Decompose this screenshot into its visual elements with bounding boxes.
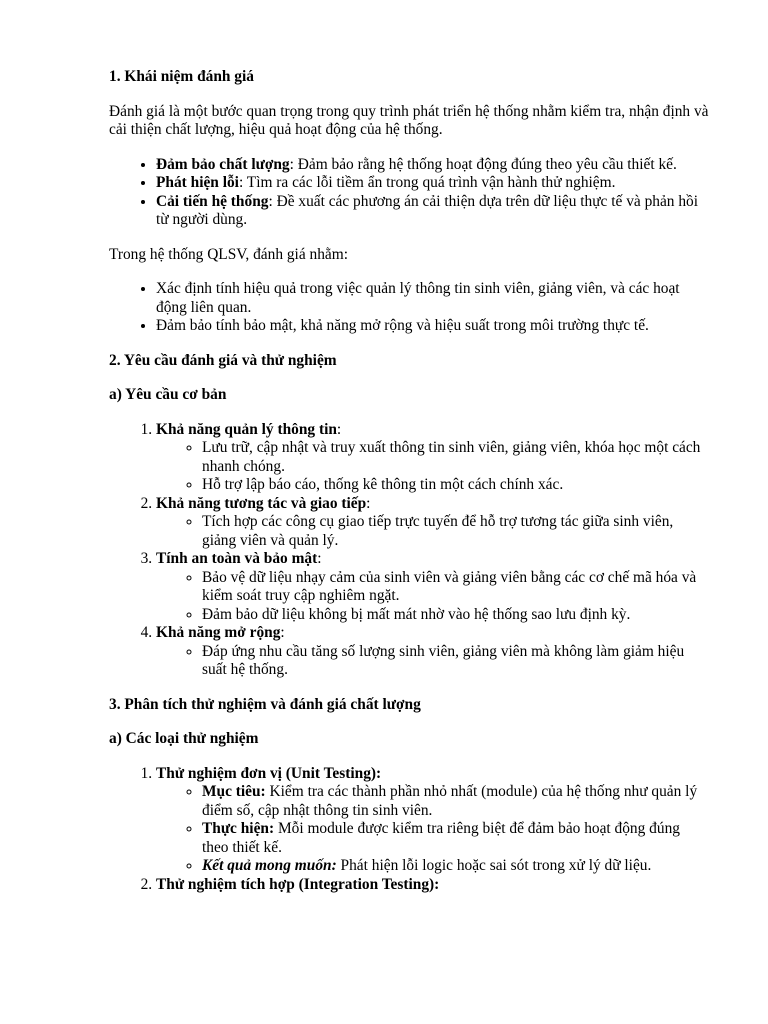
list-item: 1. Thử nghiệm đơn vị (Unit Testing): ◦ Mục tiêu: Kiểm tra các thành phần nhỏ nhất (module) của hệ thống như quản lý điểm số, cập nhật thông tin sinh viên. ◦ Thực hiện: Mỗi module được kiểm tra riêng biệt để đảm bảo hoạt động đúng theo thiết kế. ◦ Kết quả mong muốn: Phát hiện lỗi logic hoặc sai sót trong xử lý dữ liệu. xyxy=(156,765,709,876)
list-item: 1. Khả năng quản lý thông tin: ◦ Lưu trữ, cập nhật và truy xuất thông tin sinh viên, giảng viên, khóa học một cách nhanh chóng. ◦ Hỗ trợ lập báo cáo, thống kê thông tin một cách chính xác. xyxy=(156,421,709,495)
sub-list-item: ◦ Hỗ trợ lập báo cáo, thống kê thông tin một cách chính xác. xyxy=(202,476,709,495)
section-1-heading: 1. Khái niệm đánh giá xyxy=(109,68,254,85)
section-1-intro: Đánh giá là một bước quan trọng trong quy trình phát triển hệ thống nhằm kiểm tra, nhận định và cải thiện chất lượng, hiệu quả hoạt động của hệ thống. xyxy=(109,102,709,138)
list-item: • Đảm bảo chất lượng: Đảm bảo rằng hệ thống hoạt động đúng theo yêu cầu thiết kế. xyxy=(156,156,709,175)
list-item: • Phát hiện lỗi: Tìm ra các lỗi tiềm ẩn trong quá trình vận hành thử nghiệm. xyxy=(156,174,709,193)
document-body xyxy=(109,68,709,894)
testing-types-list xyxy=(109,765,709,895)
sub-list-item: ◦ Tích hợp các công cụ giao tiếp trực tuyến để hỗ trợ tương tác giữa sinh viên, giảng viên và quản lý. xyxy=(202,513,709,550)
requirements-list xyxy=(109,421,709,680)
list-item: 3. Tính an toàn và bảo mật: ◦ Bảo vệ dữ liệu nhạy cảm của sinh viên và giảng viên bằng các cơ chế mã hóa và kiểm soát truy cập nghiêm ngặt. ◦ Đảm bảo dữ liệu không bị mất mát nhờ vào hệ thống sao lưu định kỳ. xyxy=(156,550,709,624)
list-item: 2. Thử nghiệm tích hợp (Integration Testing): xyxy=(156,876,709,895)
qlsv-bullet-list xyxy=(109,280,709,336)
section-1-bullet-list xyxy=(109,156,709,230)
list-item: • Cải tiến hệ thống: Đề xuất các phương án cải thiện dựa trên dữ liệu thực tế và phản hồi từ người dùng. xyxy=(156,193,709,230)
sub-list-item: ◦ Thực hiện: Mỗi module được kiểm tra riêng biệt để đảm bảo hoạt động đúng theo thiết kế. xyxy=(202,820,709,857)
section-2-heading: 2. Yêu cầu đánh giá và thử nghiệm xyxy=(109,351,337,369)
sub-list-item: ◦ Đảm bảo dữ liệu không bị mất mát nhờ vào hệ thống sao lưu định kỳ. xyxy=(202,606,709,625)
sub-list-item: ◦ Đáp ứng nhu cầu tăng số lượng sinh viên, giảng viên mà không làm giảm hiệu suất hệ thống. xyxy=(202,643,709,680)
sub-list-item: ◦ Lưu trữ, cập nhật và truy xuất thông tin sinh viên, giảng viên, khóa học một cách nhanh chóng. xyxy=(202,439,709,476)
list-item: • Xác định tính hiệu quả trong việc quản lý thông tin sinh viên, giảng viên, và các hoạt động liên quan. xyxy=(156,280,709,317)
section-2a-heading: a) Yêu cầu cơ bản xyxy=(109,386,227,403)
list-item: 4. Khả năng mở rộng: ◦ Đáp ứng nhu cầu tăng số lượng sinh viên, giảng viên mà không làm giảm hiệu suất hệ thống. xyxy=(156,624,709,680)
section-3-heading: 3. Phân tích thử nghiệm và đánh giá chất lượng xyxy=(109,695,421,713)
qlsv-intro: Trong hệ thống QLSV, đánh giá nhằm: xyxy=(109,245,348,263)
section-3a-heading: a) Các loại thử nghiệm xyxy=(109,730,259,747)
sub-list-item: ◦ Mục tiêu: Kiểm tra các thành phần nhỏ nhất (module) của hệ thống như quản lý điểm số, cập nhật thông tin sinh viên. xyxy=(202,783,709,820)
sub-list-item: ◦ Kết quả mong muốn: Phát hiện lỗi logic hoặc sai sót trong xử lý dữ liệu. xyxy=(202,857,709,876)
list-item: 2. Khả năng tương tác và giao tiếp: ◦ Tích hợp các công cụ giao tiếp trực tuyến để hỗ trợ tương tác giữa sinh viên, giảng viên và quản lý. xyxy=(156,495,709,551)
list-item: • Đảm bảo tính bảo mật, khả năng mở rộng và hiệu suất trong môi trường thực tế. xyxy=(156,317,709,336)
sub-list-item: ◦ Bảo vệ dữ liệu nhạy cảm của sinh viên và giảng viên bằng các cơ chế mã hóa và kiểm soát truy cập nghiêm ngặt. xyxy=(202,569,709,606)
